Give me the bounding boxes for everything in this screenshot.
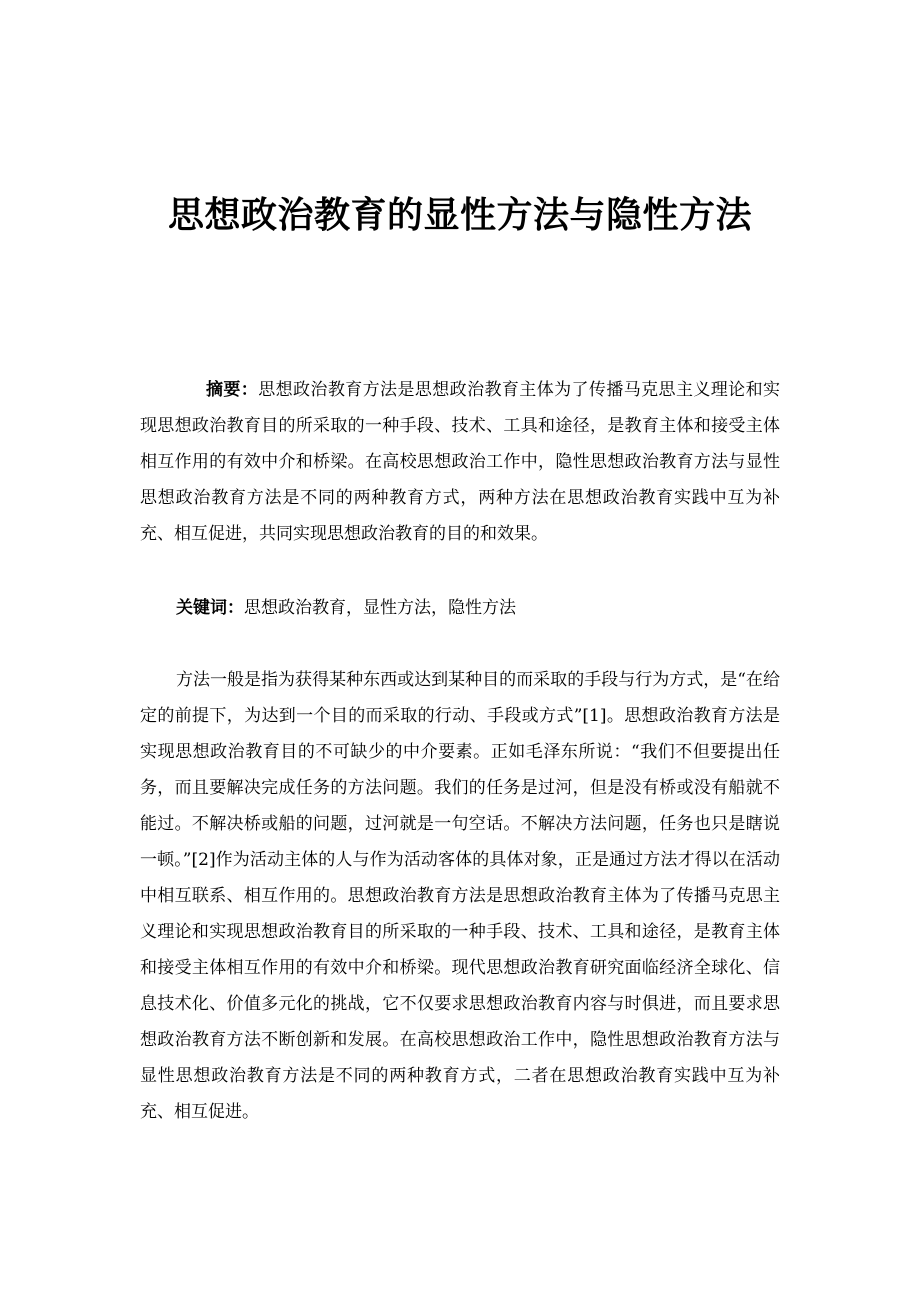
keywords-text: 思想政治教育，显性方法，隐性方法 [244,598,516,618]
document-title: 思想政治教育的显性方法与隐性方法 [167,195,752,236]
keywords-paragraph [140,590,780,626]
abstract-paragraph [140,372,780,552]
abstract-label: 摘要： [206,380,259,400]
abstract-text: 思想政治教育方法是思想政治教育主体为了传播马克思主义理论和实现思想政治教育目的所采取的一种手段、技术、工具和途径，是教育主体和接受主体相互作用的有效中介和桥梁。在高校思想政治工作中，隐性思想政治教育方法与显性思想政治教育方法是不同的两种教育方式，两种方法在思想政治教育实践中互为补充、相互促进，共同实现思想政治教育的目的和效果。 [140,380,780,544]
keywords-label: 关键词： [176,598,244,618]
body-paragraph: 方法一般是指为获得某种东西或达到某种目的而采取的手段与行为方式，是“在给定的前提下，为达到一个目的而采取的行动、手段或方式”[1]。思想政治教育方法是实现思想政治教育目的不可缺少的中介要素。正如毛泽东所说：“我们不但要提出任务，而且要解决完成任务的方法问题。我们的任务是过河，但是没有桥或没有船就不能过。不解决桥或船的问题，过河就是一句空话。不解决方法问题，任务也只是瞎说一顿。”[2]作为活动主体的人与作为活动客体的具体对象，正是通过方法才得以在活动中相互联系、相互作用的。思想政治教育方法是思想政治教育主体为了传播马克思主义理论和实现思想政治教育目的所采取的一种手段、技术、工具和途径，是教育主体和接受主体相互作用的有效中介和桥梁。现代思想政治教育研究面临经济全球化、信息技术化、价值多元化的挑战，它不仅要求思想政治教育内容与时俱进，而且要求思想政治教育方法不断创新和发展。在高校思想政治工作中，隐性思想政治教育方法与显性思想政治教育方法是不同的两种教育方式，二者在思想政治教育实践中互为补充、相互促进。 [140,670,780,1122]
